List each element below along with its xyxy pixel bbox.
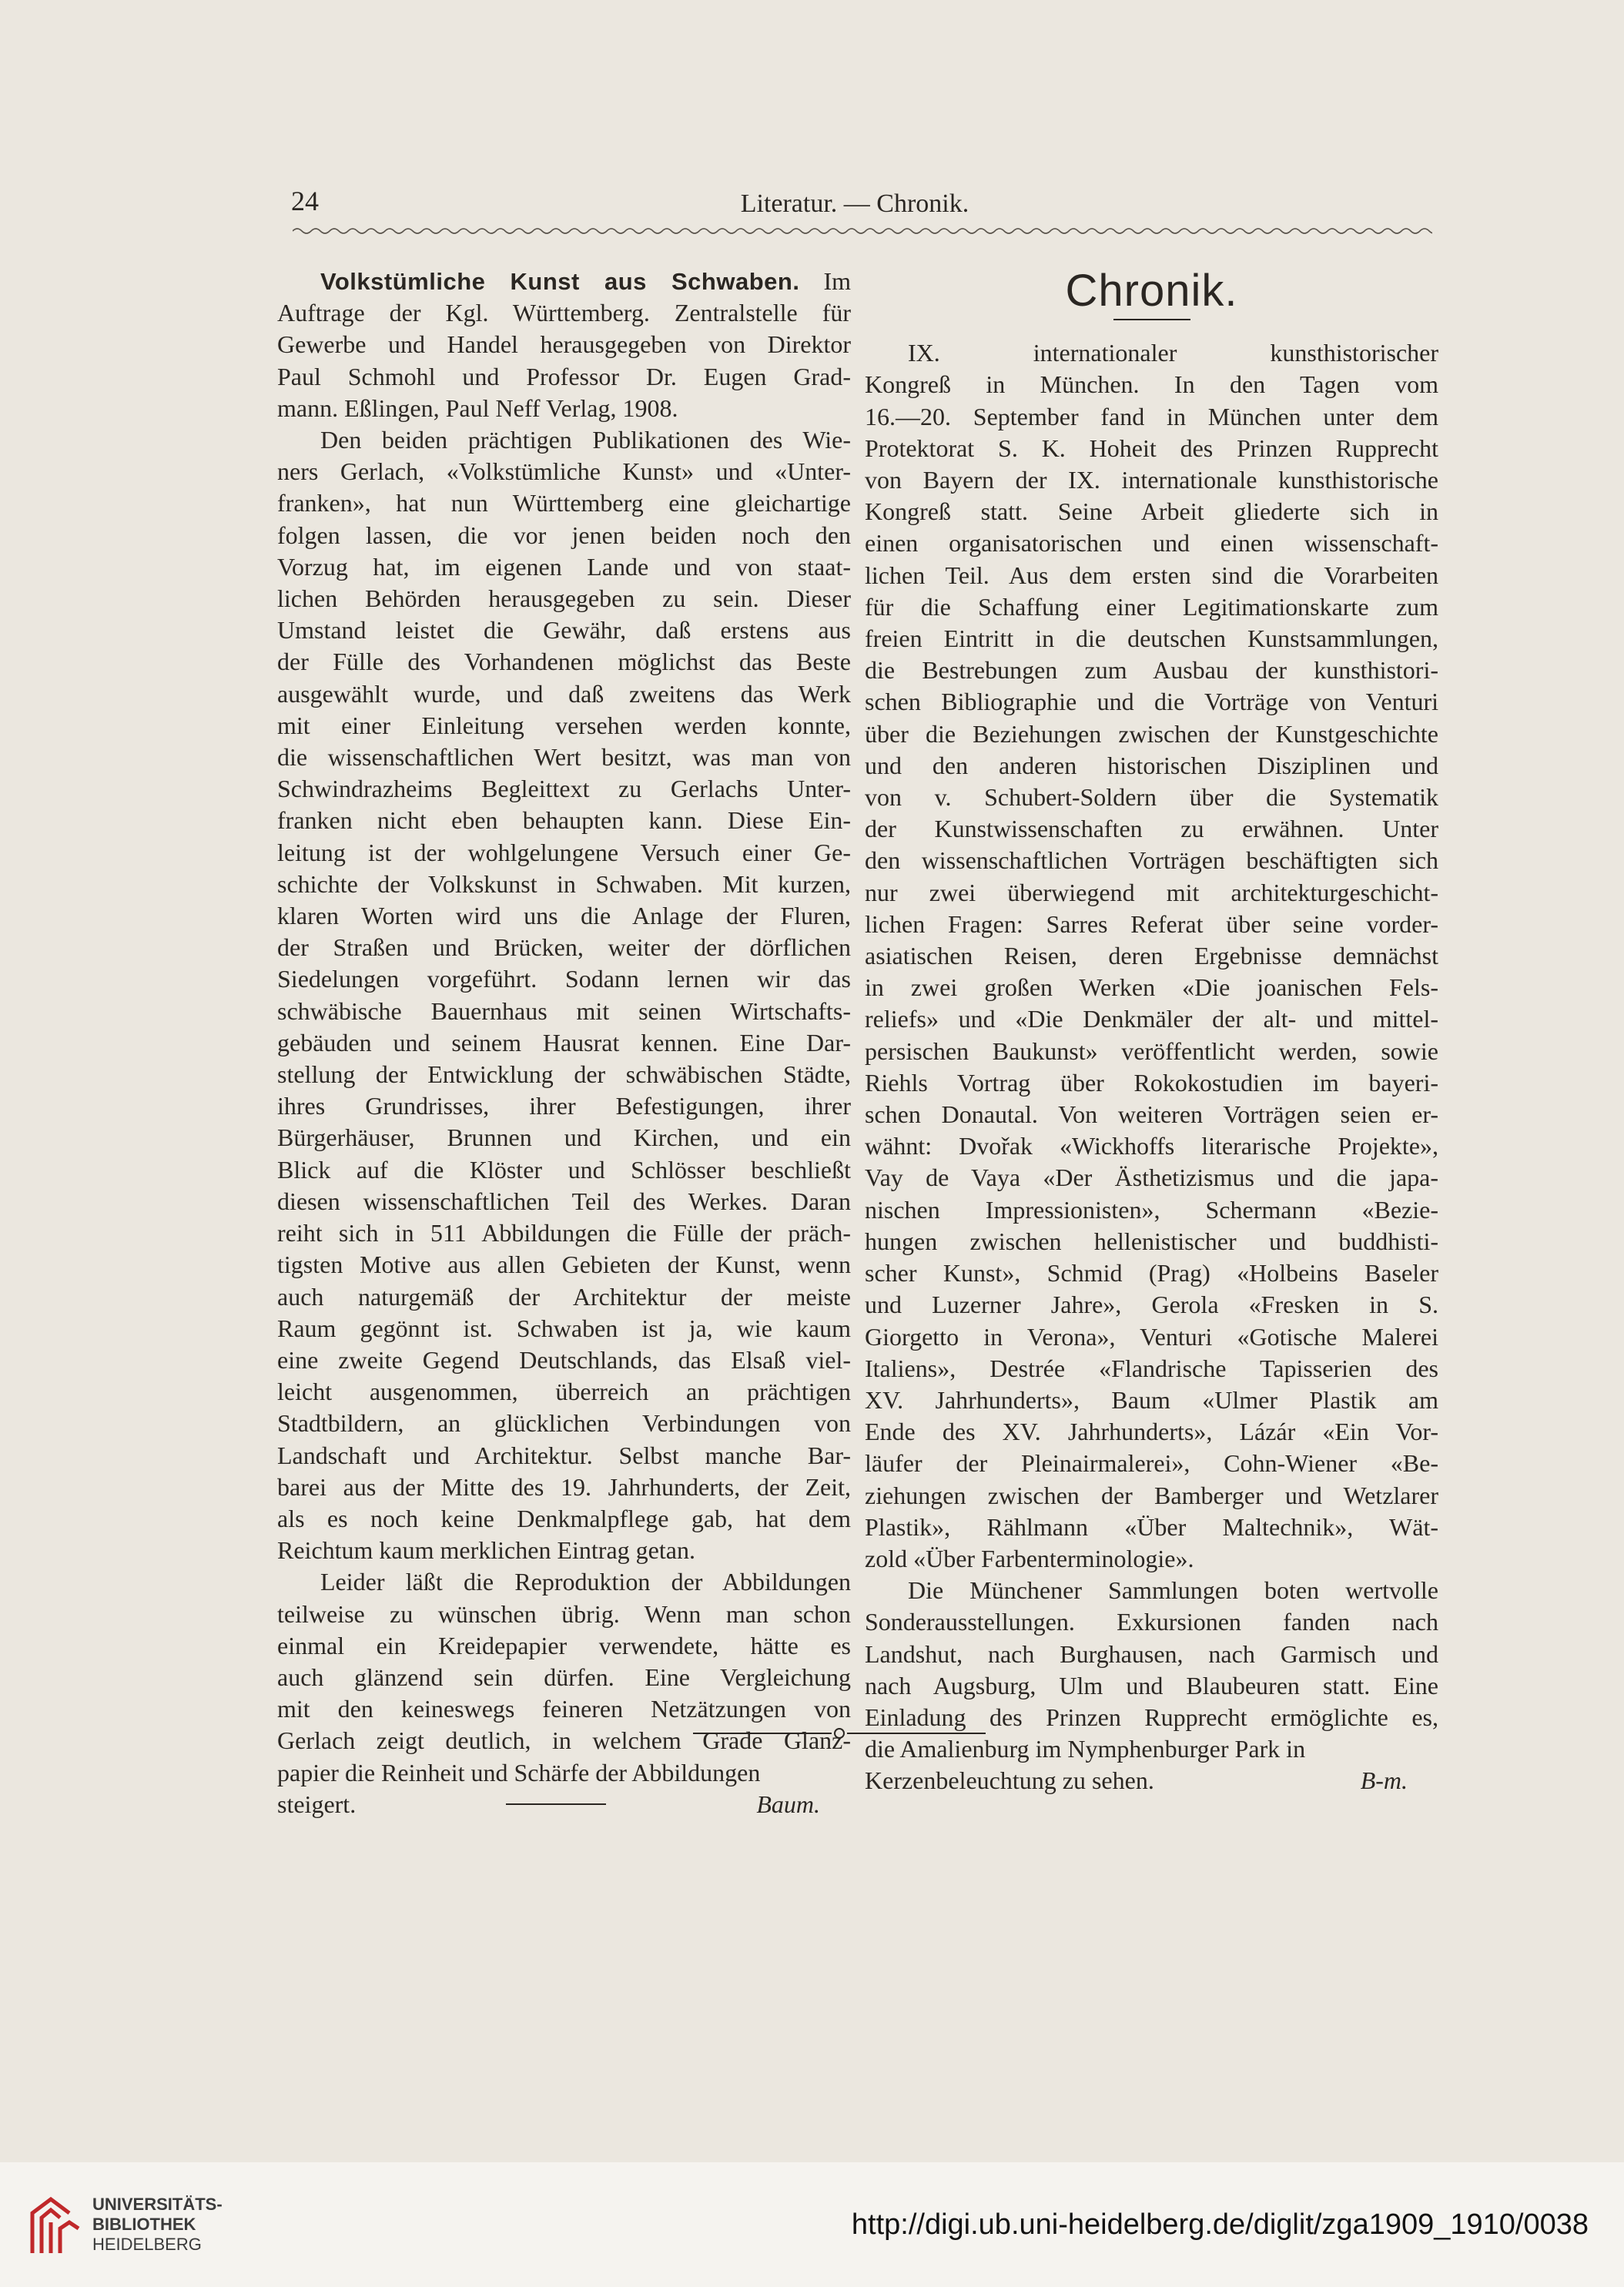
text-line: schwäbische Bauernhaus mit seinen Wirtschafts-	[277, 996, 851, 1025]
text-line: ziehungen zwischen der Bamberger und Wetzlarer	[865, 1481, 1438, 1509]
text-line: Raum gegönnt ist. Schwaben ist ja, wie kaum	[277, 1314, 851, 1342]
text-line: Giorgetto in Verona», Venturi «Gotische Malerei	[865, 1322, 1438, 1351]
left-column	[277, 266, 851, 1820]
text-line: Schwindrazheims Begleittext zu Gerlachs Unter-	[277, 775, 851, 803]
source-url-link[interactable]: http://digi.ub.uni-heidelberg.de/diglit/zga1909_1910/0038	[851, 2208, 1589, 2241]
university-library-logo	[17, 2192, 85, 2259]
text-line: franken nicht eben behaupten kann. Diese Ein-	[277, 806, 851, 835]
library-name-line: HEIDELBERG	[92, 2235, 202, 2254]
review-signoff	[277, 1789, 851, 1820]
text-line: und den anderen historischen Disziplinen und	[865, 751, 1438, 779]
text-line: von Bayern der IX. internationale kunsthistorische	[865, 466, 1438, 494]
text-line: lichen Fragen: Sarres Referat über seine vorder-	[865, 909, 1438, 938]
text-line: die Amalienburg im Nymphenburger Park in	[865, 1735, 1306, 1763]
text-line: Bürgerhäuser, Brunnen und Kirchen, und ein	[277, 1123, 851, 1152]
text-line: ners Gerlach, «Volkstümliche Kunst» und «Unter-	[277, 457, 851, 486]
text-line: Vay de Vaya «Der Ästhetizismus und die japa-	[865, 1164, 1438, 1192]
text-line: für die Schaffung einer Legitimationskarte zum	[865, 592, 1438, 621]
text-line: Siedelungen vorgeführt. Sodann lernen wir das	[277, 965, 851, 993]
text-line: Die Münchener Sammlungen boten wertvolle	[908, 1576, 1438, 1605]
text-line: Umstand leistet die Gewähr, daß erstens aus	[277, 616, 851, 645]
text-line: schen Donautal. Von weiteren Vorträgen seien er-	[865, 1100, 1438, 1129]
review-title: Volkstümliche Kunst aus Schwaben.	[320, 268, 800, 295]
text-line: Landschaft und Architektur. Selbst manche Bar-	[277, 1441, 851, 1469]
text-line: Den beiden prächtigen Publikationen des Wie-	[320, 426, 851, 454]
text-line: papier die Reinheit und Schärfe der Abbildungen	[277, 1758, 761, 1786]
text-line: gebäuden und seinem Hausrat kennen. Eine Dar-	[277, 1028, 851, 1056]
text-line: diesen wissenschaftlichen Teil des Werkes. Daran	[277, 1187, 851, 1215]
text-line: Riehls Vortrag über Rokokostudien im bayeri-	[865, 1068, 1438, 1097]
text-line: Protektorat S. K. Hoheit des Prinzen Rupprecht	[865, 434, 1438, 462]
review-header-paragraph	[277, 266, 851, 297]
text-line: eine zweite Gegend Deutschlands, das Elsaß viel-	[277, 1345, 851, 1374]
text-line: Plastik», Rählmann «Über Maltechnik», Wät-	[865, 1512, 1438, 1541]
text-line: Vorzug hat, im eigenen Lande und von staat-	[277, 552, 851, 581]
text-line: von v. Schubert-Soldern über die Systematik	[865, 783, 1438, 812]
text-line: hungen zwischen hellenistischer und buddhisti-	[865, 1227, 1438, 1255]
text-line: leicht ausgenommen, überreich an prächtigen	[277, 1378, 851, 1406]
text-line: auch naturgemäß der Architektur der meiste	[277, 1282, 851, 1311]
text-line: Gewerbe und Handel herausgegeben von Direktor	[277, 330, 851, 359]
signature: B-m.	[1360, 1766, 1408, 1795]
text-line: persischen Baukunst» veröffentlicht werden, sowie	[865, 1036, 1438, 1065]
text-line: freien Eintritt in die deutschen Kunstsammlungen,	[865, 624, 1438, 653]
text-line: IX. internationaler kunsthistorischer	[908, 339, 1438, 367]
text-line: Leider läßt die Reproduktion der Abbildungen	[320, 1568, 851, 1596]
text-line: ihres Grundrisses, ihrer Befestigungen, ihrer	[277, 1092, 851, 1120]
review-citation	[277, 297, 851, 424]
text-line: einen organisatorischen und einen wissenschaft-	[865, 529, 1438, 558]
text-line: Blick auf die Klöster und Schlösser beschließt	[277, 1155, 851, 1184]
text-line: Auftrage der Kgl. Württemberg. Zentralstelle für	[277, 299, 851, 327]
text-line: lichen Behörden herausgegeben zu sein. Dieser	[277, 584, 851, 613]
text-line: in zwei großen Werken «Die joanischen Fels-	[865, 973, 1438, 1002]
text-line: mann. Eßlingen, Paul Neff Verlag, 1908.	[277, 393, 678, 422]
text-line: reiht sich in 511 Abbildungen die Fülle der präch-	[277, 1219, 851, 1247]
end-ornament	[693, 1722, 986, 1745]
text-line: Landshut, nach Burghausen, nach Garmisch und	[865, 1639, 1438, 1668]
text-line: Paul Schmohl und Professor Dr. Eugen Grad-	[277, 362, 851, 390]
text-line: lichen Teil. Aus dem ersten sind die Vorarbeiten	[865, 561, 1438, 589]
text-line: der Straßen und Brücken, weiter der dörflichen	[277, 933, 851, 962]
text-line: Gerlach zeigt deutlich, in welchem Grade Glanz-	[277, 1726, 851, 1755]
text-line: stellung der Entwicklung der schwäbischen Städte,	[277, 1060, 851, 1089]
text-line: Italiens», Destrée «Flandrische Tapisserien des	[865, 1354, 1438, 1382]
text-line: auch glänzend sein dürfen. Eine Vergleichung	[277, 1663, 851, 1691]
text-line: als es noch keine Denkmalpflege gab, hat dem	[277, 1504, 851, 1532]
text-line: den wissenschaftlichen Vorträgen beschäftigten sich	[865, 846, 1438, 875]
text-line: reliefs» und «Die Denkmäler der alt- und mittel-	[865, 1005, 1438, 1033]
heading-rule	[1113, 319, 1190, 320]
text-line: wähnt: Dvořak «Wickhoffs literarische Projekte»,	[865, 1132, 1438, 1160]
page-number: 24	[291, 186, 319, 216]
text-line: teilweise zu wünschen übrig. Wenn man schon	[277, 1599, 851, 1628]
text-line: mit einer Einleitung versehen werden konnte,	[277, 711, 851, 739]
text-line: Kongreß statt. Seine Arbeit gliederte sich in	[865, 497, 1438, 526]
text-line: barei aus der Mitte des 19. Jahrhunderts, der Zeit,	[277, 1472, 851, 1501]
digitization-footer	[0, 2162, 1624, 2287]
last-word: steigert.	[277, 1790, 357, 1818]
text-line: ausgewählt wurde, und daß zweitens das Werk	[277, 679, 851, 708]
text-line: die Bestrebungen zum Ausbau der kunsthistori-	[865, 656, 1438, 685]
text-line: schichte der Volkskunst in Schwaben. Mit kurzen,	[277, 869, 851, 898]
text-line: tigsten Motive aus allen Gebieten der Kunst, wenn	[277, 1251, 851, 1279]
chronik-signoff	[865, 1765, 1438, 1796]
text-line: der Kunstwissenschaften zu erwähnen. Unter	[865, 815, 1438, 843]
text-line: franken», hat nun Württemberg eine gleichartige	[277, 489, 851, 517]
library-name	[92, 2195, 223, 2255]
library-name-line: BIBLIOTHEK	[92, 2215, 196, 2234]
last-line: Kerzenbeleuchtung zu sehen.	[865, 1766, 1154, 1795]
text-line: Reichtum kaum merklichen Eintrag getan.	[277, 1536, 695, 1565]
text-line: Kongreß in München. In den Tagen vom	[865, 370, 1438, 399]
text-line: schen Bibliographie und die Vorträge von Venturi	[865, 688, 1438, 716]
section-heading: Chronik.	[1065, 266, 1238, 316]
text-line: über die Beziehungen zwischen der Kunstgeschichte	[865, 719, 1438, 748]
text-line: die wissenschaftlichen Wert besitzt, was man von	[277, 743, 851, 772]
text-line: läufer der Pleinairmalerei», Cohn-Wiener «Be-	[865, 1449, 1438, 1478]
text-line: der Fülle des Vorhandenen möglichst das Beste	[277, 648, 851, 676]
signature: Baum.	[756, 1790, 820, 1818]
signoff-rule	[506, 1803, 606, 1805]
text-line: nischen Impressionisten», Schermann «Bezie-	[865, 1195, 1438, 1224]
wavy-header-rule	[293, 223, 1432, 239]
text-line: nur zwei überwiegend mit architekturgeschicht-	[865, 878, 1438, 906]
text-line: Sonderausstellungen. Exkursionen fanden nach	[865, 1608, 1438, 1636]
review-paragraph-2	[277, 1566, 851, 1788]
chronik-paragraph-1	[865, 337, 1438, 1575]
text-line: 16.—20. September fand in München unter dem	[865, 402, 1438, 430]
text-line: folgen lassen, die vor jenen beiden noch den	[277, 521, 851, 549]
text-line: mit den keineswegs feineren Netzätzungen von	[277, 1695, 851, 1723]
text-line: leitung ist der wohlgelungene Versuch einer Ge-	[277, 838, 851, 866]
library-name-line: UNIVERSITÄTS-	[92, 2195, 223, 2214]
text-line: und Luzerner Jahre», Gerola «Fresken in S.	[865, 1291, 1438, 1319]
right-column	[865, 266, 1438, 1797]
text-line: einmal ein Kreidepapier verwendete, hätte es	[277, 1631, 851, 1659]
text-line: Stadtbildern, an glücklichen Verbindungen von	[277, 1409, 851, 1438]
text-line: Ende des XV. Jahrhunderts», Lázár «Ein Vor-	[865, 1418, 1438, 1446]
text-line: Im	[823, 267, 851, 295]
text-line: zold «Über Farbenterminologie».	[865, 1544, 1194, 1572]
running-head: Literatur. — Chronik.	[740, 189, 969, 218]
text-line: scher Kunst», Schmid (Prag) «Holbeins Baseler	[865, 1259, 1438, 1287]
review-paragraph-1	[277, 424, 851, 1566]
text-line: Einladung des Prinzen Rupprecht ermöglichte es,	[865, 1703, 1438, 1731]
text-line: nach Augsburg, Ulm und Blaubeuren statt. Eine	[865, 1671, 1438, 1699]
text-line: klaren Worten wird uns die Anlage der Fluren,	[277, 902, 851, 930]
text-line: XV. Jahrhunderts», Baum «Ulmer Plastik am	[865, 1385, 1438, 1414]
text-line: asiatischen Reisen, deren Ergebnisse demnächst	[865, 942, 1438, 970]
